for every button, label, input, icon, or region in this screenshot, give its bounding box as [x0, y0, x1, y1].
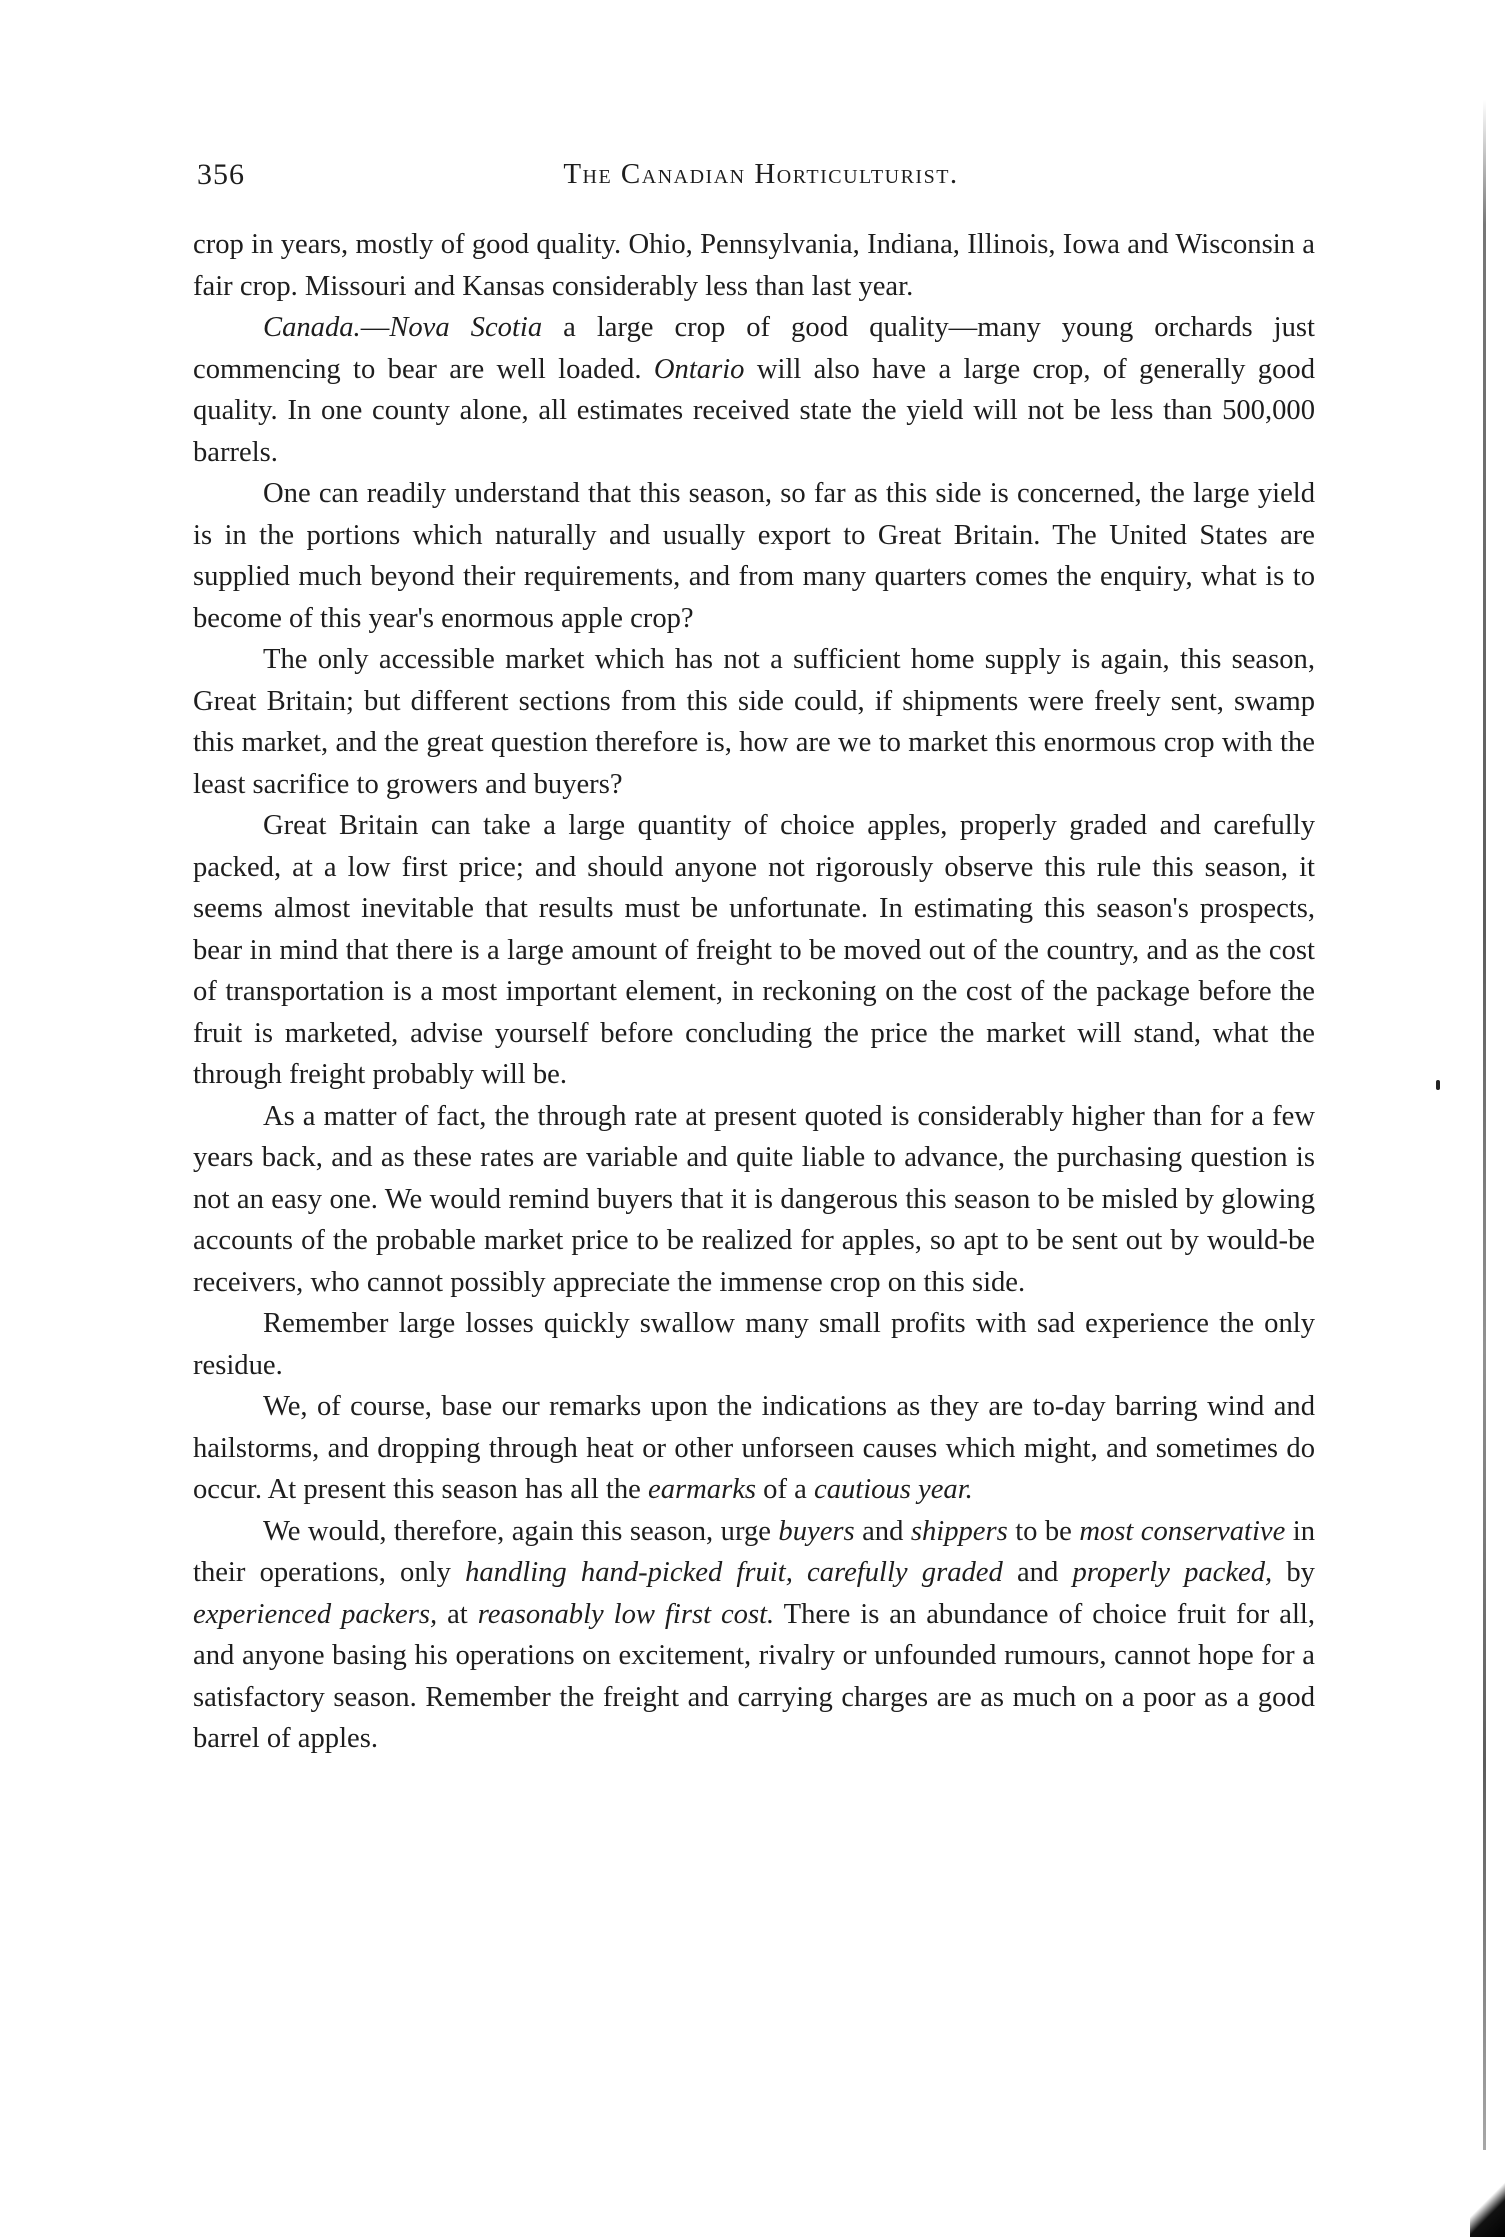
- text-segment: We would, therefore, again this season, urge: [263, 1515, 779, 1547]
- paragraph-3: One can readily understand that this season, so far as this side is concerned, the large yield is in the portions which naturally and usually export to Great Britain. The United States are supplied much beyond their requirements, and from many quarters comes the enquiry, what is to become of this year's enormous apple crop?: [193, 478, 1315, 634]
- text-segment: We, of course, base our remarks upon the indications as they are to-day barring wind and hailstorms, and dropping through heat or other unforseen causes which might, and sometimes do occur. At present this season has all the: [193, 1391, 1315, 1505]
- emphasis-shippers: shippers: [910, 1515, 1008, 1547]
- page-number: 356: [197, 158, 245, 191]
- paragraph-2: [193, 307, 1315, 473]
- dash: —: [360, 312, 390, 343]
- paragraph-1: crop in years, mostly of good quality. Ohio, Pennsylvania, Indiana, Illinois, Iowa and Wisconsin a fair crop. Missouri and Kansas considerably less than last year.: [193, 229, 1315, 302]
- scan-page-corner: [1470, 2150, 1505, 2237]
- emphasis-earmarks: earmarks: [648, 1474, 757, 1505]
- emphasis-hand-picked: handling hand-picked fruit, carefully graded: [465, 1557, 1003, 1588]
- text-segment: at: [437, 1598, 478, 1630]
- text-segment: by: [1272, 1557, 1315, 1588]
- text-segment: will also have a large crop, of generally good quality. In one county alone, all estimates received state the yield will not be less than 500,000 barrels.: [193, 353, 1315, 468]
- running-title: The Canadian Horticulturist.: [563, 158, 959, 190]
- emphasis-most-conservative: most conservative: [1079, 1515, 1286, 1547]
- region-canada: Canada.: [263, 312, 361, 343]
- emphasis-experienced-packers: experienced packers,: [193, 1598, 438, 1630]
- paragraph-8: [193, 1386, 1315, 1511]
- text-segment: a large crop of good quality—many young orchards just commencing to bear are well loaded.: [193, 312, 1315, 385]
- article-body: [193, 224, 1315, 1760]
- paragraph-6: As a matter of fact, the through rate at present quoted is considerably higher than for a few years back, and as these rates are variable and quite liable to advance, the purchasing question is not an easy one. We would remind buyers that it is dangerous this season to be misled by glowing accounts of the probable market price to be realized for apples, so apt to be sent out by would-be receivers, who cannot possibly appreciate the immense crop on this side.: [193, 1100, 1315, 1298]
- emphasis-properly-packed: properly packed,: [1072, 1557, 1273, 1588]
- scan-binding-edge: [1483, 100, 1486, 2180]
- paragraph-5: Great Britain can take a large quantity of choice apples, properly graded and carefully packed, at a low first price; and should anyone not rigorously observe this rule this season, it seems almost inevitable that results must be unfortunate. In estimating this season's prospects, bear in mind that there is a large amount of freight to be moved out of the country, and as the cost of transportation is a most important element, in reckoning on the cost of the package before the fruit is marketed, advise yourself before concluding the price the market will stand, what the through freight probably will be.: [193, 810, 1315, 1090]
- text-segment: in their operations, only: [193, 1515, 1315, 1588]
- emphasis-low-first-cost: reasonably low first cost.: [477, 1598, 775, 1630]
- region-ontario: Ontario: [653, 353, 745, 385]
- paragraph-4: The only accessible market which has not a sufficient home supply is again, this season, Great Britain; but different sections from this side could, if shipments were freely sent, swamp this market, and the great question therefore is, how are we to market this enormous crop with the least sacrifice to growers and buyers?: [193, 644, 1315, 800]
- paragraph-9: [193, 1511, 1315, 1760]
- emphasis-cautious-year: cautious year.: [814, 1474, 973, 1505]
- scan-speck: [1436, 1080, 1440, 1090]
- text-segment: and: [854, 1515, 911, 1547]
- text-segment: and: [1002, 1557, 1073, 1588]
- text-segment: to be: [1007, 1515, 1080, 1547]
- text-segment: of a: [756, 1474, 814, 1505]
- text-segment: There is an abundance of choice fruit for all, and anyone basing his operations on excitement, rivalry or unfounded rumours, cannot hope for a satisfactory season. Remember the freight and carrying charges are as much on a poor as a good barrel of apples.: [193, 1598, 1316, 1754]
- page-header: [197, 158, 1325, 202]
- paragraph-7: Remember large losses quickly swallow many small profits with sad experience the only residue.: [193, 1308, 1315, 1381]
- region-nova-scotia: Nova Scotia: [389, 312, 543, 343]
- emphasis-buyers: buyers: [778, 1515, 855, 1547]
